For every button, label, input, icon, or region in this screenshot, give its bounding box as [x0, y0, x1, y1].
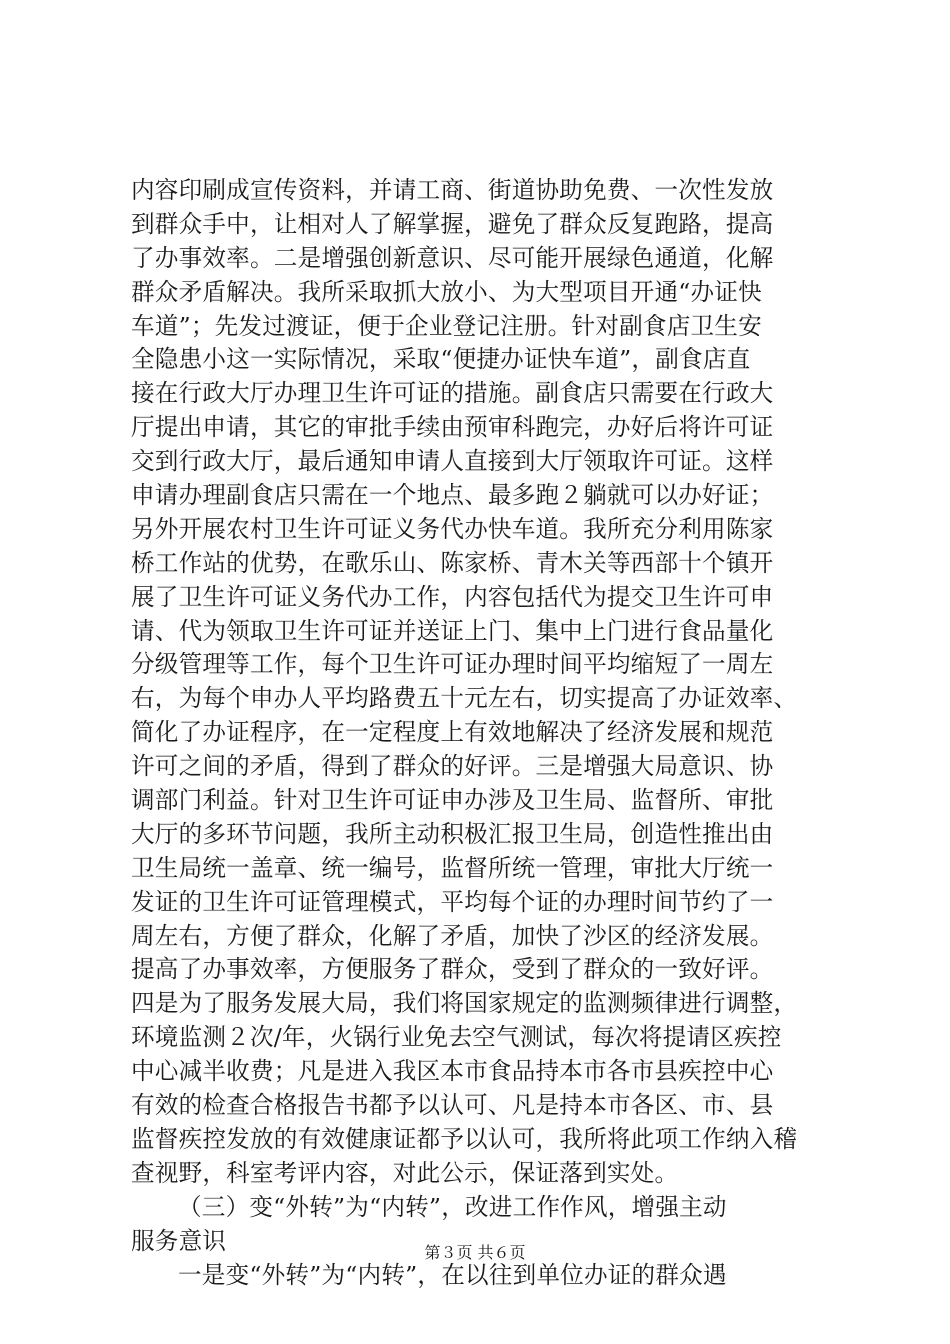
text-line: 监督疾控发放的有效健康证都予以认可，我所将此项工作纳入稽 — [131, 1124, 798, 1153]
text-line: 车道”；先发过渡证，便于企业登记注册。针对副食店卫生安 — [131, 311, 762, 340]
text-line: 到群众手中，让相对人了解掌握，避免了群众反复跑路，提高 — [131, 209, 774, 238]
text-line: 交到行政大厅，最后通知申请人直接到大厅领取许可证。这样 — [131, 447, 774, 476]
text-line: 四是为了服务发展大局，我们将国家规定的监测频律进行调整， — [131, 989, 798, 1018]
text-line: 右，为每个申办人平均路费五十元左右，切实提高了办证效率、 — [131, 684, 798, 713]
text-line: 申请办理副食店只需在一个地点、最多跑２躺就可以办好证； — [131, 481, 774, 510]
text-line: 桥工作站的优势，在歌乐山、陈家桥、青木关等西部十个镇开 — [131, 548, 774, 577]
section-heading-continued: 服务意识 — [131, 1226, 227, 1255]
text-line: 群众矛盾解决。我所采取抓大放小、为大型项目开通“办证快 — [131, 277, 762, 306]
text-line: 查视野，科室考评内容，对此公示，保证落到实处。 — [131, 1158, 679, 1187]
text-line: 有效的检查合格报告书都予以认可、凡是持本市各区、市、县 — [131, 1091, 774, 1120]
text-line: 提高了办事效率，方便服务了群众，受到了群众的一致好评。 — [131, 955, 774, 984]
text-line: 环境监测２次/年，火锅行业免去空气测试，每次将提请区疾控 — [131, 1023, 782, 1052]
text-line: 卫生局统一盖章、统一编号，监督所统一管理，审批大厅统一 — [131, 853, 774, 882]
paragraph-start: 一是变“外转”为“内转”，在以往到单位办证的群众遇 — [178, 1260, 727, 1289]
page-footer: 第３页 共６页 — [424, 1243, 526, 1262]
text-line: 中心减半收费；凡是进入我区本市食品持本市各市县疾控中心 — [131, 1057, 774, 1086]
text-line: 展了卫生许可证义务代办工作，内容包括代为提交卫生许可申 — [131, 582, 774, 611]
text-line: 了办事效率。二是增强创新意识、尽可能开展绿色通道，化解 — [131, 243, 774, 272]
text-line: 请、代为领取卫生许可证并送证上门、集中上门进行食品量化 — [131, 616, 774, 645]
text-line: 接在行政大厅办理卫生许可证的措施。副食店只需要在行政大 — [131, 379, 774, 408]
text-line: 大厅的多环节问题，我所主动积极汇报卫生局，创造性推出由 — [131, 819, 774, 848]
section-heading: （三）变“外转”为“内转”，改进工作作风，增强主动 — [178, 1192, 727, 1221]
text-line: 发证的卫生许可证管理模式，平均每个证的办理时间节约了一 — [131, 887, 774, 916]
text-line: 分级管理等工作，每个卫生许可证办理时间平均缩短了一周左 — [131, 650, 774, 679]
text-line: 简化了办证程序，在一定程度上有效地解决了经济发展和规范 — [131, 718, 774, 747]
text-line: 调部门利益。针对卫生许可证申办涉及卫生局、监督所、审批 — [131, 786, 774, 815]
text-line: 内容印刷成宣传资料，并请工商、街道协助免费、一次性发放 — [131, 176, 774, 204]
text-line: 厅提出申请，其它的审批手续由预审科跑完，办好后将许可证 — [131, 413, 774, 442]
text-line: 许可之间的矛盾，得到了群众的好评。三是增强大局意识、协 — [131, 752, 774, 781]
body-text — [131, 174, 831, 1292]
text-line: 周左右，方便了群众，化解了矛盾，加快了沙区的经济发展。 — [131, 921, 774, 950]
text-line: 另外开展农村卫生许可证义务代办快车道。我所充分利用陈家 — [131, 514, 774, 543]
text-line: 全隐患小这一实际情况，采取“便捷办证快车道”，副食店直 — [131, 345, 751, 374]
